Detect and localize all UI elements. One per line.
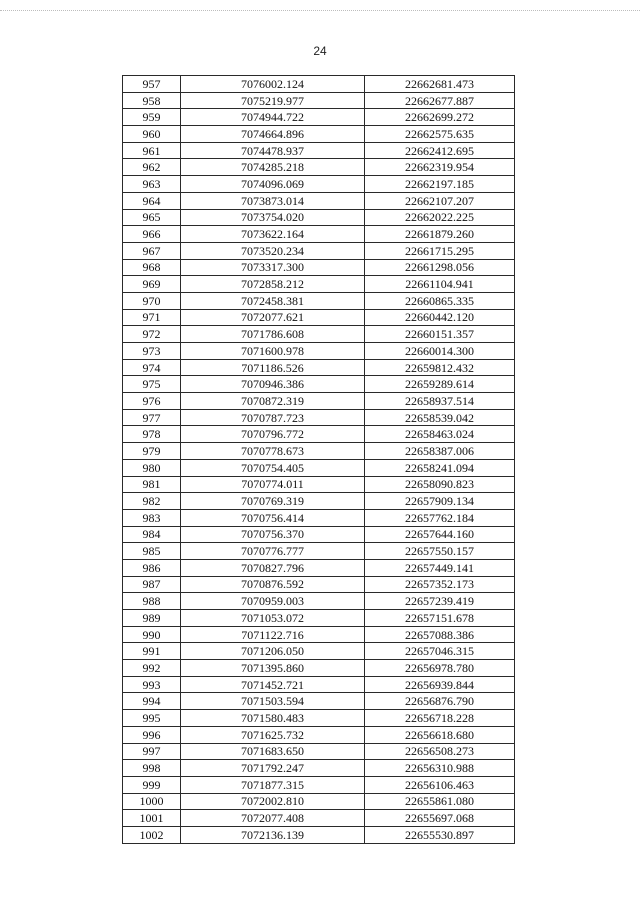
point-number-cell: 1001 bbox=[123, 810, 181, 827]
y-coordinate-cell: 22662319.954 bbox=[365, 159, 515, 176]
table-row bbox=[123, 226, 515, 243]
y-coordinate-cell: 22656939.844 bbox=[365, 676, 515, 693]
y-coordinate-cell: 22658090.823 bbox=[365, 476, 515, 493]
point-number-cell: 990 bbox=[123, 626, 181, 643]
point-number-cell: 980 bbox=[123, 459, 181, 476]
x-coordinate-cell: 7075219.977 bbox=[181, 92, 365, 109]
y-coordinate-cell: 22660865.335 bbox=[365, 292, 515, 309]
x-coordinate-cell: 7070876.592 bbox=[181, 576, 365, 593]
table-row bbox=[123, 376, 515, 393]
table-row bbox=[123, 760, 515, 777]
x-coordinate-cell: 7071206.050 bbox=[181, 643, 365, 660]
point-number-cell: 965 bbox=[123, 209, 181, 226]
x-coordinate-cell: 7072858.212 bbox=[181, 276, 365, 293]
x-coordinate-cell: 7070946.386 bbox=[181, 376, 365, 393]
table-row bbox=[123, 543, 515, 560]
y-coordinate-cell: 22660151.357 bbox=[365, 326, 515, 343]
y-coordinate-cell: 22659812.432 bbox=[365, 359, 515, 376]
point-number-cell: 997 bbox=[123, 743, 181, 760]
y-coordinate-cell: 22657644.160 bbox=[365, 526, 515, 543]
y-coordinate-cell: 22660442.120 bbox=[365, 309, 515, 326]
point-number-cell: 960 bbox=[123, 126, 181, 143]
point-number-cell: 987 bbox=[123, 576, 181, 593]
table-row bbox=[123, 743, 515, 760]
table-row bbox=[123, 276, 515, 293]
table-row bbox=[123, 610, 515, 627]
y-coordinate-cell: 22656876.790 bbox=[365, 693, 515, 710]
point-number-cell: 988 bbox=[123, 593, 181, 610]
y-coordinate-cell: 22662107.207 bbox=[365, 192, 515, 209]
y-coordinate-cell: 22657239.419 bbox=[365, 593, 515, 610]
point-number-cell: 999 bbox=[123, 776, 181, 793]
x-coordinate-cell: 7070774.011 bbox=[181, 476, 365, 493]
table-row bbox=[123, 576, 515, 593]
table-row bbox=[123, 443, 515, 460]
coordinates-table-body bbox=[123, 76, 515, 844]
table-row bbox=[123, 693, 515, 710]
table-row bbox=[123, 660, 515, 677]
coordinates-table bbox=[122, 75, 515, 844]
x-coordinate-cell: 7074285.218 bbox=[181, 159, 365, 176]
point-number-cell: 981 bbox=[123, 476, 181, 493]
point-number-cell: 995 bbox=[123, 710, 181, 727]
y-coordinate-cell: 22657550.157 bbox=[365, 543, 515, 560]
table-row bbox=[123, 526, 515, 543]
table-row bbox=[123, 109, 515, 126]
point-number-cell: 966 bbox=[123, 226, 181, 243]
y-coordinate-cell: 22656618.680 bbox=[365, 726, 515, 743]
x-coordinate-cell: 7070796.772 bbox=[181, 426, 365, 443]
y-coordinate-cell: 22657909.134 bbox=[365, 493, 515, 510]
y-coordinate-cell: 22658241.094 bbox=[365, 459, 515, 476]
table-row bbox=[123, 493, 515, 510]
y-coordinate-cell: 22659289.614 bbox=[365, 376, 515, 393]
y-coordinate-cell: 22657762.184 bbox=[365, 509, 515, 526]
point-number-cell: 957 bbox=[123, 76, 181, 93]
point-number-cell: 982 bbox=[123, 493, 181, 510]
table-row bbox=[123, 409, 515, 426]
x-coordinate-cell: 7076002.124 bbox=[181, 76, 365, 93]
table-row bbox=[123, 393, 515, 410]
table-row bbox=[123, 459, 515, 476]
point-number-cell: 989 bbox=[123, 610, 181, 627]
x-coordinate-cell: 7070778.673 bbox=[181, 443, 365, 460]
table-row bbox=[123, 826, 515, 843]
y-coordinate-cell: 22656106.463 bbox=[365, 776, 515, 793]
y-coordinate-cell: 22660014.300 bbox=[365, 343, 515, 360]
point-number-cell: 969 bbox=[123, 276, 181, 293]
x-coordinate-cell: 7072136.139 bbox=[181, 826, 365, 843]
y-coordinate-cell: 22661715.295 bbox=[365, 242, 515, 259]
point-number-cell: 983 bbox=[123, 509, 181, 526]
x-coordinate-cell: 7070787.723 bbox=[181, 409, 365, 426]
x-coordinate-cell: 7071395.860 bbox=[181, 660, 365, 677]
table-row bbox=[123, 309, 515, 326]
y-coordinate-cell: 22655861.080 bbox=[365, 793, 515, 810]
point-number-cell: 991 bbox=[123, 643, 181, 660]
point-number-cell: 975 bbox=[123, 376, 181, 393]
y-coordinate-cell: 22656978.780 bbox=[365, 660, 515, 677]
x-coordinate-cell: 7072002.810 bbox=[181, 793, 365, 810]
x-coordinate-cell: 7071580.483 bbox=[181, 710, 365, 727]
x-coordinate-cell: 7072458.381 bbox=[181, 292, 365, 309]
point-number-cell: 972 bbox=[123, 326, 181, 343]
table-row bbox=[123, 159, 515, 176]
y-coordinate-cell: 22657449.141 bbox=[365, 559, 515, 576]
table-row bbox=[123, 142, 515, 159]
header-rule bbox=[0, 10, 640, 12]
y-coordinate-cell: 22662412.695 bbox=[365, 142, 515, 159]
x-coordinate-cell: 7071452.721 bbox=[181, 676, 365, 693]
table-row bbox=[123, 776, 515, 793]
y-coordinate-cell: 22658937.514 bbox=[365, 393, 515, 410]
y-coordinate-cell: 22662197.185 bbox=[365, 176, 515, 193]
point-number-cell: 958 bbox=[123, 92, 181, 109]
y-coordinate-cell: 22657088.386 bbox=[365, 626, 515, 643]
point-number-cell: 993 bbox=[123, 676, 181, 693]
x-coordinate-cell: 7071600.978 bbox=[181, 343, 365, 360]
table-row bbox=[123, 810, 515, 827]
y-coordinate-cell: 22656508.273 bbox=[365, 743, 515, 760]
x-coordinate-cell: 7073754.020 bbox=[181, 209, 365, 226]
table-row bbox=[123, 343, 515, 360]
x-coordinate-cell: 7071503.594 bbox=[181, 693, 365, 710]
table-row bbox=[123, 710, 515, 727]
point-number-cell: 959 bbox=[123, 109, 181, 126]
table-row bbox=[123, 509, 515, 526]
x-coordinate-cell: 7073873.014 bbox=[181, 192, 365, 209]
point-number-cell: 979 bbox=[123, 443, 181, 460]
table-row bbox=[123, 292, 515, 309]
table-row bbox=[123, 209, 515, 226]
table-row bbox=[123, 676, 515, 693]
point-number-cell: 998 bbox=[123, 760, 181, 777]
x-coordinate-cell: 7073622.164 bbox=[181, 226, 365, 243]
y-coordinate-cell: 22662681.473 bbox=[365, 76, 515, 93]
x-coordinate-cell: 7071786.608 bbox=[181, 326, 365, 343]
y-coordinate-cell: 22661879.260 bbox=[365, 226, 515, 243]
y-coordinate-cell: 22656718.228 bbox=[365, 710, 515, 727]
table-row bbox=[123, 643, 515, 660]
table-row bbox=[123, 192, 515, 209]
y-coordinate-cell: 22661298.056 bbox=[365, 259, 515, 276]
table-row bbox=[123, 76, 515, 93]
x-coordinate-cell: 7073520.234 bbox=[181, 242, 365, 259]
y-coordinate-cell: 22655530.897 bbox=[365, 826, 515, 843]
x-coordinate-cell: 7070827.796 bbox=[181, 559, 365, 576]
point-number-cell: 968 bbox=[123, 259, 181, 276]
point-number-cell: 978 bbox=[123, 426, 181, 443]
y-coordinate-cell: 22656310.988 bbox=[365, 760, 515, 777]
y-coordinate-cell: 22661104.941 bbox=[365, 276, 515, 293]
y-coordinate-cell: 22655697.068 bbox=[365, 810, 515, 827]
x-coordinate-cell: 7070959.003 bbox=[181, 593, 365, 610]
table-row bbox=[123, 626, 515, 643]
point-number-cell: 974 bbox=[123, 359, 181, 376]
point-number-cell: 976 bbox=[123, 393, 181, 410]
x-coordinate-cell: 7070756.370 bbox=[181, 526, 365, 543]
x-coordinate-cell: 7071683.650 bbox=[181, 743, 365, 760]
x-coordinate-cell: 7070769.319 bbox=[181, 493, 365, 510]
table-row bbox=[123, 242, 515, 259]
y-coordinate-cell: 22657046.315 bbox=[365, 643, 515, 660]
point-number-cell: 1002 bbox=[123, 826, 181, 843]
point-number-cell: 967 bbox=[123, 242, 181, 259]
point-number-cell: 971 bbox=[123, 309, 181, 326]
x-coordinate-cell: 7070872.319 bbox=[181, 393, 365, 410]
point-number-cell: 963 bbox=[123, 176, 181, 193]
x-coordinate-cell: 7070776.777 bbox=[181, 543, 365, 560]
x-coordinate-cell: 7074478.937 bbox=[181, 142, 365, 159]
y-coordinate-cell: 22662699.272 bbox=[365, 109, 515, 126]
y-coordinate-cell: 22657151.678 bbox=[365, 610, 515, 627]
x-coordinate-cell: 7071792.247 bbox=[181, 760, 365, 777]
point-number-cell: 996 bbox=[123, 726, 181, 743]
table-row bbox=[123, 559, 515, 576]
x-coordinate-cell: 7074944.722 bbox=[181, 109, 365, 126]
x-coordinate-cell: 7071186.526 bbox=[181, 359, 365, 376]
table-row bbox=[123, 359, 515, 376]
table-row bbox=[123, 726, 515, 743]
point-number-cell: 1000 bbox=[123, 793, 181, 810]
page-number: 24 bbox=[313, 44, 327, 58]
table-row bbox=[123, 793, 515, 810]
y-coordinate-cell: 22658387.006 bbox=[365, 443, 515, 460]
x-coordinate-cell: 7071122.716 bbox=[181, 626, 365, 643]
point-number-cell: 973 bbox=[123, 343, 181, 360]
table-row bbox=[123, 476, 515, 493]
table-row bbox=[123, 176, 515, 193]
point-number-cell: 962 bbox=[123, 159, 181, 176]
y-coordinate-cell: 22658463.024 bbox=[365, 426, 515, 443]
x-coordinate-cell: 7070756.414 bbox=[181, 509, 365, 526]
x-coordinate-cell: 7073317.300 bbox=[181, 259, 365, 276]
x-coordinate-cell: 7074096.069 bbox=[181, 176, 365, 193]
table-row bbox=[123, 259, 515, 276]
point-number-cell: 984 bbox=[123, 526, 181, 543]
y-coordinate-cell: 22657352.173 bbox=[365, 576, 515, 593]
y-coordinate-cell: 22662022.225 bbox=[365, 209, 515, 226]
x-coordinate-cell: 7071053.072 bbox=[181, 610, 365, 627]
x-coordinate-cell: 7072077.621 bbox=[181, 309, 365, 326]
point-number-cell: 961 bbox=[123, 142, 181, 159]
point-number-cell: 985 bbox=[123, 543, 181, 560]
x-coordinate-cell: 7072077.408 bbox=[181, 810, 365, 827]
y-coordinate-cell: 22658539.042 bbox=[365, 409, 515, 426]
y-coordinate-cell: 22662677.887 bbox=[365, 92, 515, 109]
table-row bbox=[123, 326, 515, 343]
point-number-cell: 994 bbox=[123, 693, 181, 710]
point-number-cell: 986 bbox=[123, 559, 181, 576]
table-row bbox=[123, 426, 515, 443]
table-row bbox=[123, 92, 515, 109]
point-number-cell: 992 bbox=[123, 660, 181, 677]
point-number-cell: 964 bbox=[123, 192, 181, 209]
point-number-cell: 977 bbox=[123, 409, 181, 426]
table-row bbox=[123, 593, 515, 610]
y-coordinate-cell: 22662575.635 bbox=[365, 126, 515, 143]
x-coordinate-cell: 7071625.732 bbox=[181, 726, 365, 743]
table-row bbox=[123, 126, 515, 143]
x-coordinate-cell: 7070754.405 bbox=[181, 459, 365, 476]
x-coordinate-cell: 7071877.315 bbox=[181, 776, 365, 793]
x-coordinate-cell: 7074664.896 bbox=[181, 126, 365, 143]
point-number-cell: 970 bbox=[123, 292, 181, 309]
